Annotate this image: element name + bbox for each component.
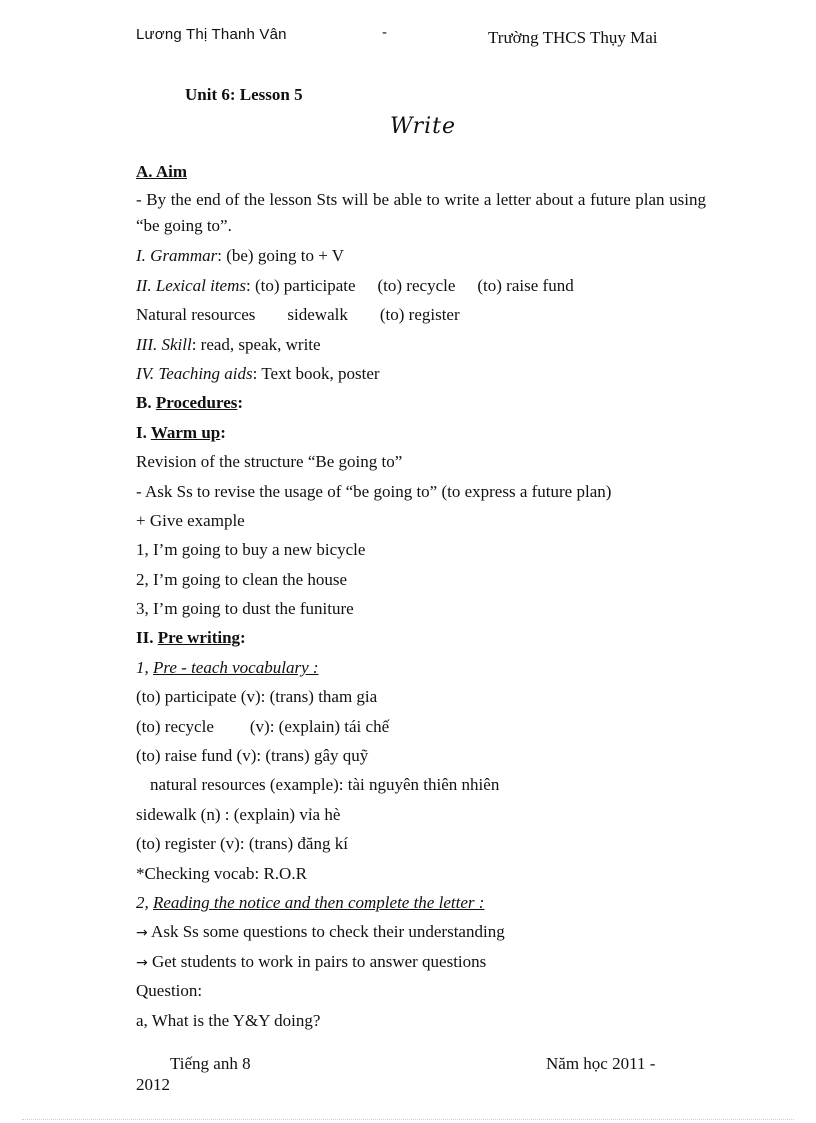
reading-heading (136, 888, 706, 917)
lexical-item: (to) recycle (377, 275, 456, 295)
unit-title: Unit 6: Lesson 5 (185, 85, 303, 104)
header-separator: - (382, 24, 387, 41)
grammar-line (136, 241, 706, 270)
vocab-line: (to) participate (v): (trans) tham gia (136, 687, 378, 707)
aids-line (136, 359, 706, 388)
header-author: Lương Thị Thanh Vân (136, 26, 287, 43)
vocab-line: (to) raise fund (v): (trans) gây quỹ (136, 746, 369, 766)
lexical-item: Natural resources (136, 305, 256, 325)
footer-subject: Tiếng anh 8 (170, 1054, 251, 1073)
vocab-line (136, 712, 706, 741)
vocab-title: Pre - teach vocabulary : (153, 657, 319, 677)
vocab-line: sidewalk (n) : (explain) vỉa hè (136, 804, 341, 824)
warm-up-line: 1, I’m going to buy a new bicycle (136, 540, 366, 560)
step-text: Ask Ss some questions to check their understanding (151, 922, 505, 942)
lesson-body (136, 157, 706, 1035)
warm-up-line: 2, I’m going to clean the house (136, 569, 348, 589)
pre-writing-heading (136, 623, 706, 652)
right-arrow-icon: → (136, 925, 148, 942)
procedures-suffix: : (237, 393, 244, 413)
vocab-number: 1, (136, 657, 153, 677)
vocab-heading (136, 653, 706, 682)
skill-title: Write (389, 114, 457, 139)
question-label: Question: (136, 981, 203, 1001)
page-bottom-border (22, 1119, 794, 1120)
warm-up-prefix: I. (136, 422, 151, 442)
vocab-line: natural resources (example): tài nguyên thiên nhiên (150, 775, 500, 795)
warm-up-line: 3, I’m going to dust the funiture (136, 599, 354, 619)
procedures-heading (136, 388, 706, 417)
vocab-word: (to) recycle (136, 716, 214, 736)
lexical-item: (to) raise fund (477, 275, 574, 295)
lexical-line (136, 271, 706, 300)
vocab-definition: (v): (explain) tái chế (249, 716, 390, 736)
skill-line (136, 330, 706, 359)
aim-heading: A. Aim (136, 162, 187, 181)
aids-label: IV. Teaching aids (136, 363, 253, 383)
warm-up-line: Revision of the structure “Be going to” (136, 452, 403, 472)
grammar-label: I. Grammar (136, 246, 218, 266)
step-line (136, 947, 706, 976)
warm-up-line: + Give example (136, 510, 245, 530)
reading-number: 2, (136, 892, 153, 912)
aim-objective: - By the end of the lesson Sts will be able to write a letter about a future plan using “be going to”. (136, 190, 706, 236)
procedures-prefix: B. (136, 393, 156, 413)
vocab-check: *Checking vocab: R.O.R (136, 863, 307, 883)
step-text: Get students to work in pairs to answer questions (151, 951, 487, 971)
warm-up-suffix: : (220, 422, 226, 442)
warm-up-title: Warm up (150, 422, 221, 442)
aids-value: : Text book, poster (252, 363, 380, 383)
warm-up-line: - Ask Ss to revise the usage of “be going to” (to express a future plan) (136, 481, 612, 501)
vocab-line: (to) register (v): (trans) đăng kí (136, 834, 348, 854)
skill-value: : read, speak, write (191, 334, 321, 354)
lexical-item: sidewalk (287, 305, 348, 325)
header-school: Trường THCS Thụy Mai (488, 28, 658, 47)
warm-up-heading (136, 418, 706, 447)
procedures-title: Procedures (155, 393, 238, 413)
grammar-value: : (be) going to + V (217, 246, 345, 266)
lexical-label: II. Lexical items (136, 275, 246, 295)
pre-writing-title: Pre writing (157, 628, 241, 648)
lexical-item: : (to) participate (246, 275, 356, 295)
footer-year-end: 2012 (136, 1075, 170, 1094)
right-arrow-icon: → (136, 954, 148, 971)
question-a: a, What is the Y&Y doing? (136, 1010, 321, 1030)
lexical-item: (to) register (379, 305, 460, 325)
lexical-line-2 (136, 300, 706, 329)
pre-writing-prefix: II. (136, 628, 158, 648)
reading-title: Reading the notice and then complete the letter : (153, 892, 485, 912)
skill-label: III. Skill (136, 334, 192, 354)
step-line (136, 917, 706, 946)
footer-year-label: Năm học 2011 - (546, 1054, 656, 1073)
pre-writing-suffix: : (240, 628, 246, 648)
